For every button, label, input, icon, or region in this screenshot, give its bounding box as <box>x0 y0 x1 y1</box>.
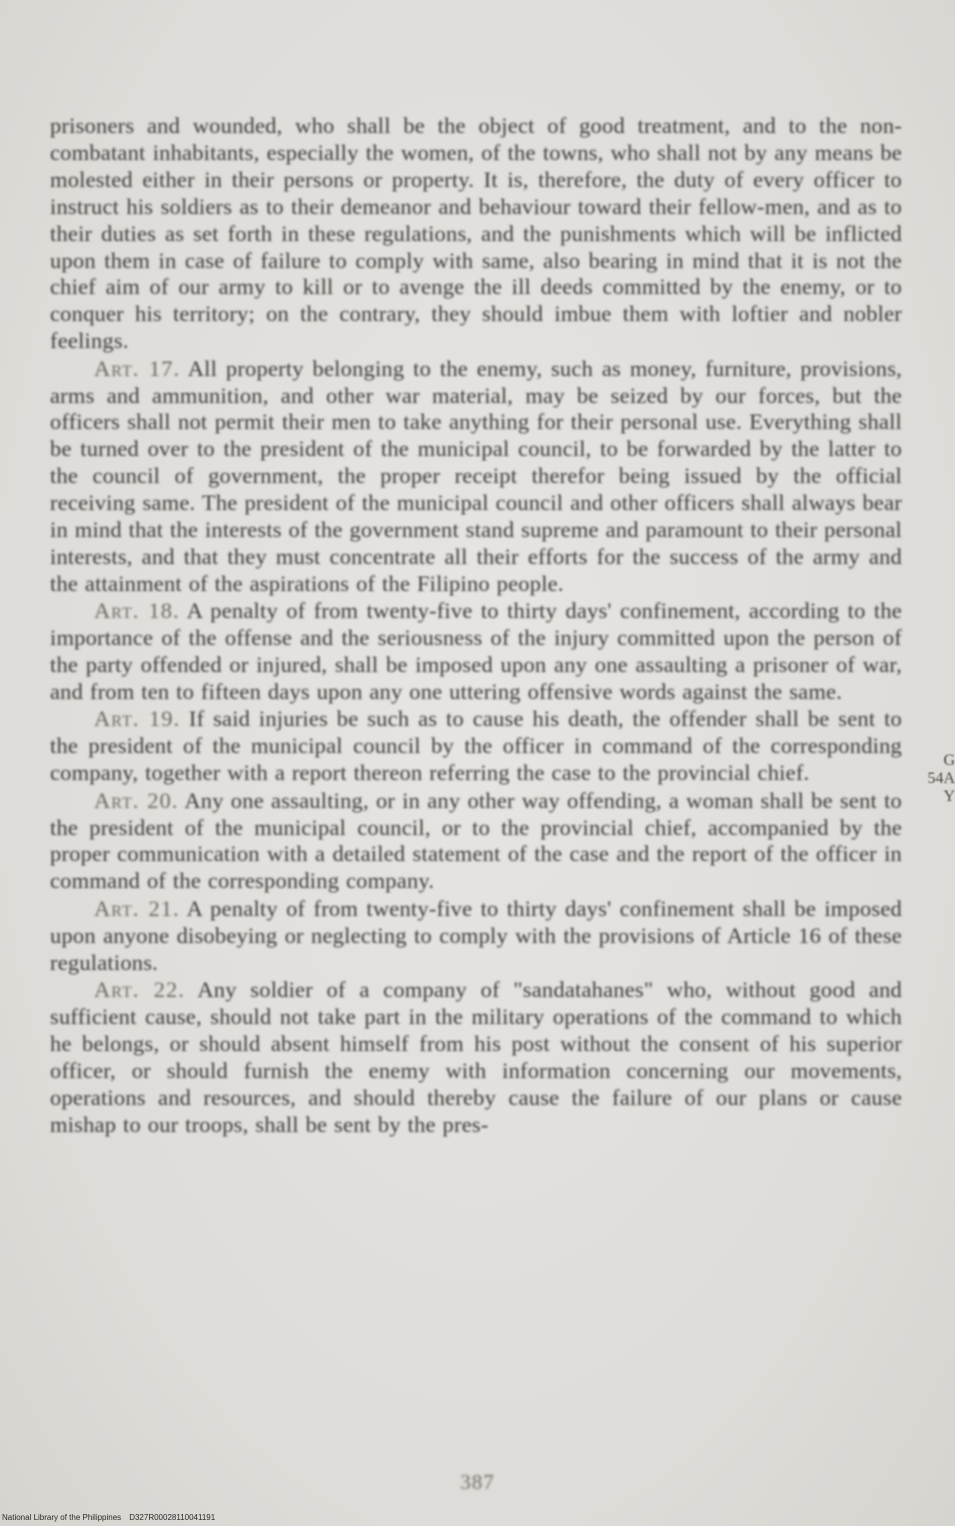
margin-annotation <box>915 752 955 806</box>
article-20 <box>50 788 902 896</box>
paragraph-continuation <box>50 113 902 355</box>
article-19 <box>50 706 902 787</box>
margin-annotation-line: G <box>943 752 955 769</box>
footer-identifier: D327R00028110041191 <box>129 1513 216 1522</box>
document-body <box>50 113 902 1138</box>
article-17 <box>50 356 902 598</box>
article-text: If said injuries be such as to cause his death, the offender shall be sent to the president of the municipal council by the officer in command of the corresponding company, together with a report thereon referring the case to the provincial chief. <box>50 706 902 786</box>
page-number: 387 <box>460 1470 495 1494</box>
paragraph-text: prisoners and wounded, who shall be the object of good treatment, and to the non-combatant inhabitants, especially the women, of the towns, who shall not by any means be molested either in their persons or property. It is, therefore, the duty of every officer to instruct his soldiers as to their demeanor and behaviour toward their fellow-men, and as to their duties as set forth in these regulations, and the punishments which will be inflicted upon them in case of failure to comply with same, also bearing in mind that it is not the chief aim of our army to kill or to avenge the ill deeds committed by the enemy, or to conquer his territory; on the contrary, they should imbue them with loftier and nobler feelings. <box>50 113 902 354</box>
article-text: A penalty of from twenty-five to thirty days' confinement, according to the importance of the offense and the seriousness of the injury committed upon the person of the party offended or injured, shall be imposed upon any one assaulting a prisoner of war, and from ten to fifteen days upon any one uttering offensive words against the same. <box>50 598 902 705</box>
article-text: Any one assaulting, or in any other way offending, a woman shall be sent to the president of the municipal council, or to the provincial chief, accompanied by the proper communication with a detailed statement of the case and the report of the officer in command of the corresponding company. <box>50 787 903 894</box>
article-label: Art. 19. <box>94 706 181 732</box>
article-text: Any soldier of a company of "sandatahanes" who, without good and sufficient cause, should not take part in the military operations of the command to which he belongs, or should absent himself from his post without the consent of his superior officer, or should furnish the enemy with information concerning our movements, operations and resources, and should thereby cause the failure of our plans or cause mishap to our troops, shall be sent by the pres- <box>50 977 902 1137</box>
article-18 <box>50 598 902 706</box>
article-label: Art. 17. <box>94 355 181 381</box>
article-label: Art. 22. <box>94 977 185 1002</box>
article-text: A penalty of from twenty-five to thirty days' confinement shall be imposed upon anyone disobeying or neglecting to comply with the provisions of Article 16 of these regulations. <box>50 895 902 975</box>
article-label: Art. 21. <box>94 895 180 921</box>
margin-annotation-line: 54A Y <box>927 770 955 805</box>
article-label: Art. 18. <box>94 598 180 624</box>
article-text: All property belonging to the enemy, such as money, furniture, provisions, arms and ammunition, and other war material, may be seized by our forces, but the officers shall not permit their men to take anything for their personal use. Everything shall be turned over to the president of the municipal council, to be forwarded by the latter to the council of government, the proper receipt therefor being issued by the official receiving same. The president of the municipal council and other officers shall always bear in mind that the interests of the government stand supreme and paramount to their personal interests, and that they must concentrate all their efforts for the success of the army and the attainment of the aspirations of the Filipino people. <box>50 355 902 596</box>
article-label: Art. 20. <box>94 787 179 813</box>
footer-source: National Library of the Philippines <box>2 1513 122 1522</box>
article-21 <box>50 896 902 977</box>
scan-footer <box>2 1513 215 1522</box>
article-22 <box>50 977 902 1138</box>
